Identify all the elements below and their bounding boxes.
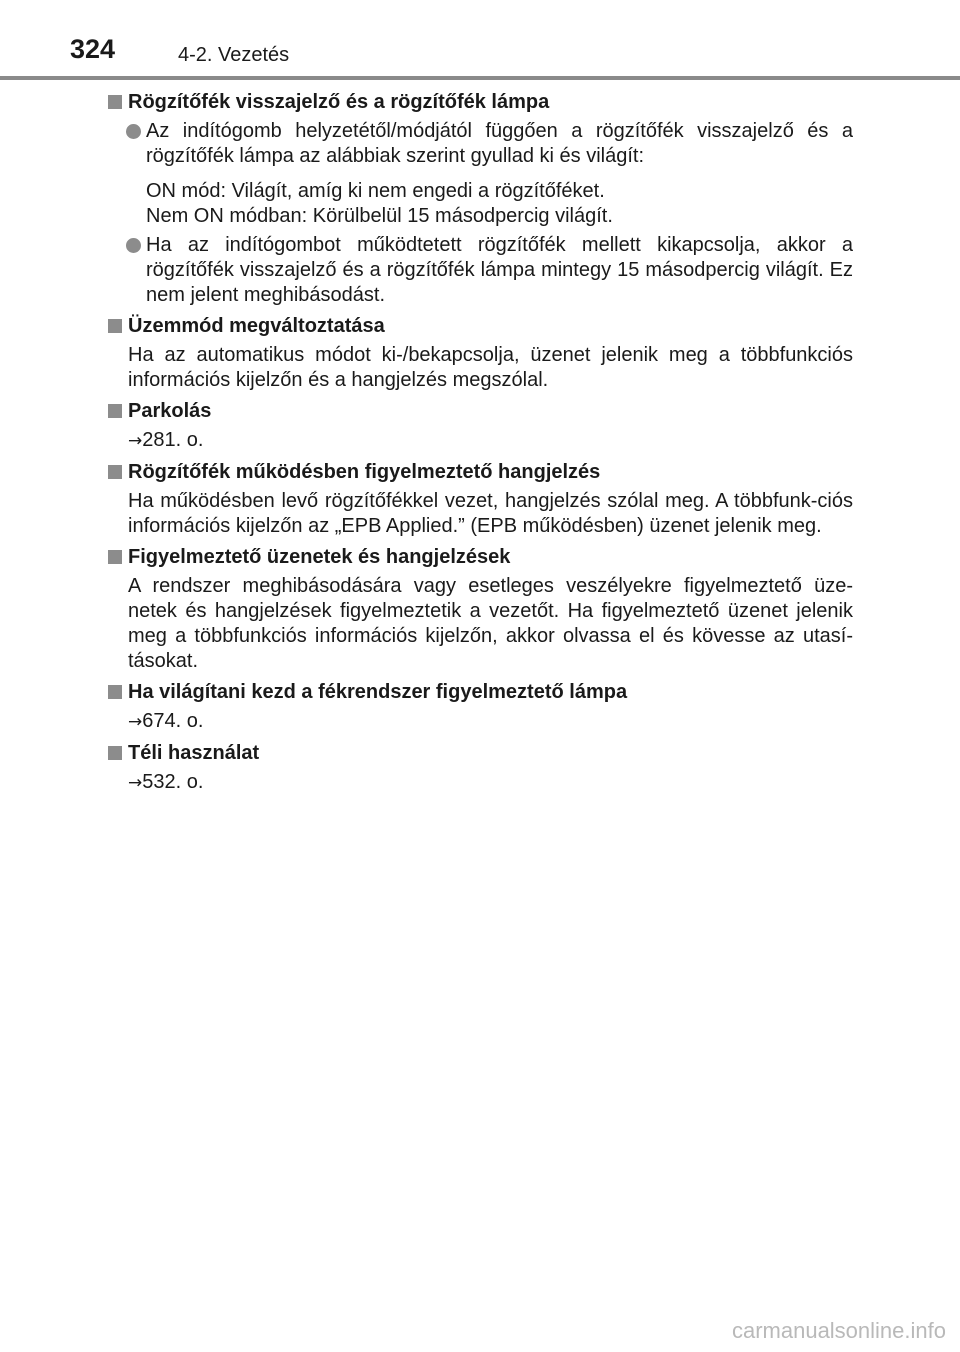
section-paragraph: A rendszer meghibásodására vagy esetleges veszélyekre figyelmeztető üze-netek és hangjelzések figyelmeztetik a vezetőt. Ha figyelmeztető üzenet jelenik meg a többfunkciós információs kijelzőn, akkor olvassa el és kövesse az utasí-tásokat. (128, 575, 853, 672)
square-bullet-icon (108, 550, 122, 564)
section-title: 4-2. Vezetés (178, 44, 290, 66)
section-heading (108, 90, 853, 115)
page-content (108, 90, 853, 800)
reference-text: 674. o. (142, 710, 204, 732)
bullet-item (108, 233, 853, 308)
section-heading (108, 741, 853, 766)
page-number: 324 (70, 34, 116, 64)
circle-bullet-icon (126, 124, 141, 139)
bullet-text: Az indítógomb helyzetétől/módjától függően a rögzítőfék visszajelző és a rögzítőfék lámpa az alábbiak szerint gyullad ki és világít: (146, 120, 853, 167)
section-heading (108, 460, 853, 485)
reference-text: 532. o. (142, 771, 204, 793)
header-divider (0, 76, 960, 80)
section-paragraph: Ha működésben levő rögzítőfékkel vezet, hangjelzés szólal meg. A többfunk-ciós információs kijelzőn az „EPB Applied.” (EPB működésben) üzenet jelenik meg. (128, 490, 853, 537)
square-bullet-icon (108, 404, 122, 418)
mode-line: ON mód: Világít, amíg ki nem engedi a rögzítőféket. (146, 180, 605, 202)
square-bullet-icon (108, 746, 122, 760)
square-bullet-icon (108, 319, 122, 333)
arrow-right-icon: → (128, 431, 143, 451)
bullet-item (108, 119, 853, 169)
page-reference[interactable] (108, 709, 853, 735)
reference-text: 281. o. (142, 429, 204, 451)
section-paragraph: Ha az automatikus módot ki-/bekapcsolja, üzenet jelenik meg a többfunkciós információs kijelzőn és a hangjelzés megszólal. (128, 344, 853, 391)
square-bullet-icon (108, 95, 122, 109)
heading-text: Ha világítani kezd a fékrendszer figyelmeztető lámpa (128, 681, 628, 703)
mode-list (108, 179, 853, 229)
arrow-right-icon: → (128, 712, 143, 732)
heading-text: Figyelmeztető üzenetek és hangjelzések (128, 546, 511, 568)
square-bullet-icon (108, 465, 122, 479)
heading-text: Téli használat (128, 742, 260, 764)
arrow-right-icon: → (128, 773, 143, 793)
page-reference[interactable] (108, 428, 853, 454)
bullet-text: Ha az indítógombot működtetett rögzítőfék mellett kikapcsolja, akkor a rögzítőfék visszajelző és a rögzítőfék lámpa mintegy 15 másodpercig világít. Ez nem jelent meghibásodást. (146, 234, 853, 306)
section-heading (108, 314, 853, 339)
circle-bullet-icon (126, 238, 141, 253)
heading-text: Parkolás (128, 400, 212, 422)
heading-text: Rögzítőfék működésben figyelmeztető hangjelzés (128, 461, 601, 483)
watermark: carmanualsonline.info (731, 1318, 946, 1343)
page-reference[interactable] (108, 770, 853, 796)
section-heading (108, 399, 853, 424)
section-heading (108, 545, 853, 570)
heading-text: Rögzítőfék visszajelző és a rögzítőfék lámpa (128, 91, 550, 113)
square-bullet-icon (108, 685, 122, 699)
mode-line: Nem ON módban: Körülbelül 15 másodpercig világít. (146, 205, 613, 227)
heading-text: Üzemmód megváltoztatása (128, 315, 385, 337)
section-heading (108, 680, 853, 705)
